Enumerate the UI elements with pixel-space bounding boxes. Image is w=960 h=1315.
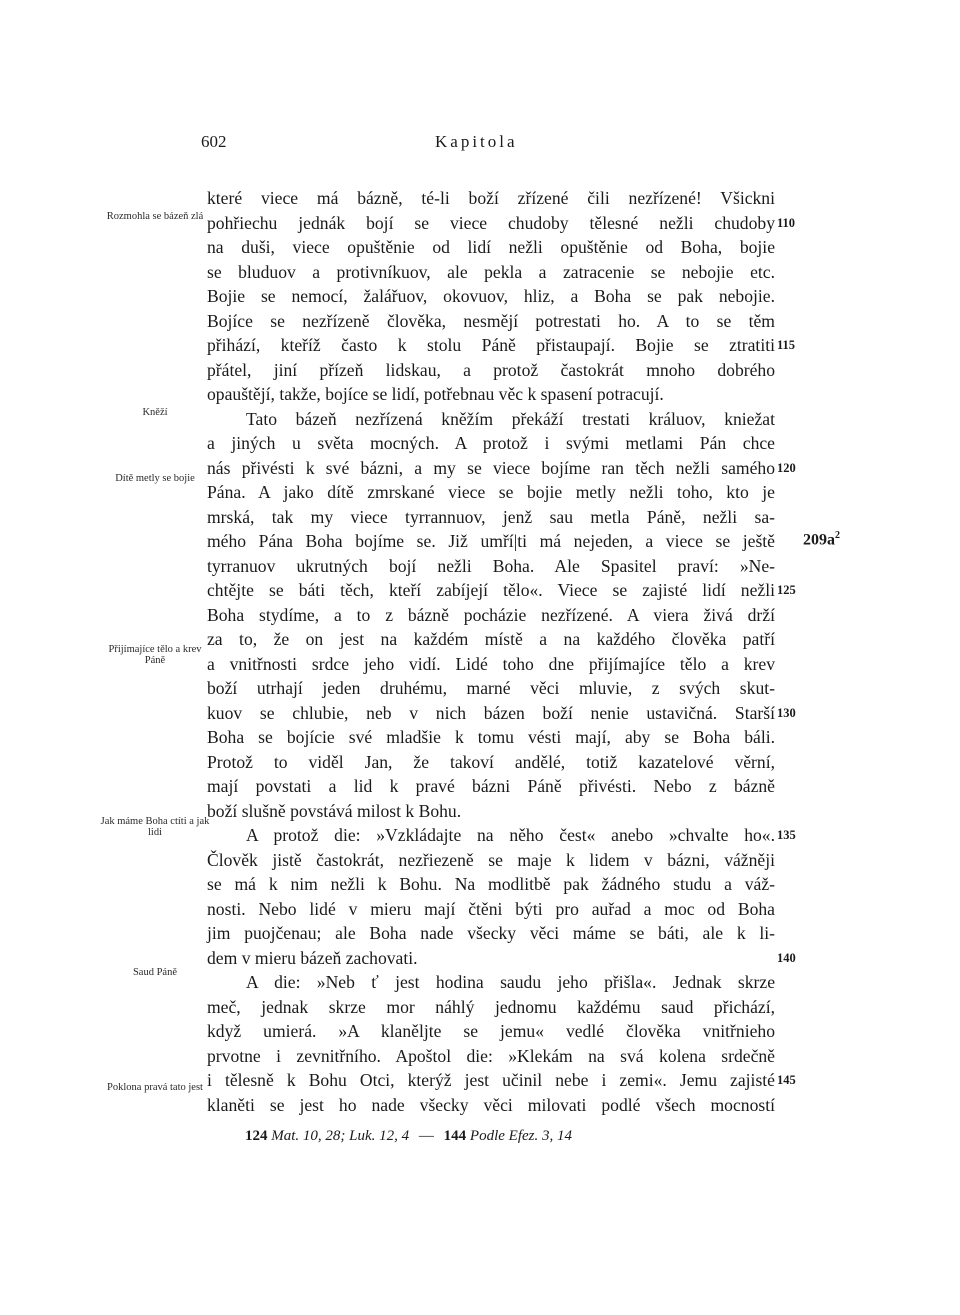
- footnotes: [245, 1128, 572, 1145]
- line-number: 135: [777, 828, 796, 842]
- text-line: i tělesně k Bohu Otci, kterýž jest učinil nebe i zemi«. Jemu zajisté: [207, 1070, 775, 1090]
- footnote-separator: —: [418, 1128, 434, 1144]
- margin-note: Saud Páně: [132, 967, 178, 978]
- page-header: [0, 132, 960, 156]
- text-line: A die: »Neb ť jest hodina saudu jeho přišla«. Jednak skrze: [246, 972, 775, 992]
- text-line: Bojie se nemocí, žalářuov, okovuov, hliz, a Boha se pak nebojie.: [207, 286, 775, 306]
- text-line: mého Pána Boha bojíme se. Již umří|ti má nejeden, a viece se ještě: [207, 531, 775, 551]
- footnote-reference: Podle Efez. 3, 14: [469, 1128, 572, 1144]
- text-line: chtějte se báti těch, kteří zabíjejí tělo«. Viece se zajisté lidí nežli: [207, 580, 775, 600]
- text-line: tyrranuov ukrutných bojí nežli Boha. Ale Spasitel praví: »Ne-: [207, 555, 775, 576]
- text-line: opauštějí, takže, bojíce se lidí, potřebnau věc k spasení potracují.: [207, 384, 664, 404]
- line-number: 115: [777, 338, 796, 352]
- text-line: mrská, tak my viece tyrrannuov, jenž sau metla Páně, nežli sa-: [207, 506, 775, 527]
- text-line: pohřiechu jednák bojí se viece chudoby tělesné nežli chudoby: [207, 212, 775, 233]
- text-line: boží slušně povstává milost k Bohu.: [207, 800, 462, 821]
- text-line: klaněti se jest ho nade všecky věci milovati podlé všech mocností: [207, 1094, 775, 1115]
- text-line: dem v mieru bázeň zachovati.: [207, 947, 418, 968]
- margin-note: Jak máme Boha ctíti a jak lidi: [100, 816, 210, 838]
- text-line: mají povstati a lid k pravé bázni Páně přivésti. Nebo z bázně: [207, 776, 775, 796]
- text-line: prvotne i zevnitřního. Apoštol die: »Klekám na svá kolena srdečně: [207, 1045, 775, 1066]
- text-line: jim puojčenau; ale Boha nade všecky věci máme se báti, ale k li-: [207, 923, 775, 943]
- text-line: Tato bázeň nezřízená kněžím překáží trestati králuov, kniežat: [246, 408, 775, 429]
- margin-note: Dítě metly se bojie: [115, 473, 195, 484]
- running-head: Kapitola: [435, 132, 518, 151]
- margin-note: Rozmohla se bázeň zlá: [106, 211, 204, 222]
- text-line: Boha stydíme, a to z bázně pocházie nezřízené. A viera živá drží: [207, 604, 775, 625]
- text-line: na duši, viece opuštěnie od lidí nežli opuštěnie od Boha, bojie: [207, 237, 775, 257]
- line-number: 125: [777, 583, 796, 597]
- text-line: za to, že on jest na každém místě a na každého člověka patří: [207, 629, 775, 649]
- margin-note: Kněží: [142, 407, 168, 418]
- line-number: 110: [777, 215, 796, 230]
- text-line: se má k nim nežli k Bohu. Na modlitbě pak žádného studu a váž-: [207, 874, 775, 894]
- page-number: 602: [201, 132, 227, 151]
- text-line: Člověk jistě častokrát, nezřiezeně se maje k lidem v bázni, vážněji: [207, 849, 775, 870]
- line-number: 140: [777, 950, 796, 965]
- footnote-number: 124: [245, 1128, 268, 1144]
- text-line: Protož to viděl Jan, že takoví andělé, totiž kazatelové věrní,: [207, 751, 775, 772]
- text-line: které viece má bázně, té-li boží zřízené čili nezřízené! Všickni: [207, 188, 775, 208]
- folio-marker: [803, 530, 840, 549]
- text-line: Bojíce se nezřízeně člověka, nesmějí potrestati ho. A to se těm: [207, 310, 775, 331]
- text-line: a jiných u světa mocných. A protož i svými metlami Pán chce: [207, 433, 775, 453]
- text-line: když umierá. »A klaněljte se jemu« vedlé člověka vnitřnieho: [207, 1021, 775, 1041]
- text-line: nosti. Nebo lidé v mieru mají čtěni býti pro auřad a moc od Boha: [207, 898, 775, 919]
- line-number: 120: [777, 460, 796, 475]
- folio-label: 209a: [803, 531, 835, 549]
- text-line: kuov se chlubie, neb v nich bázen boží nenie ustavičná. Starší: [207, 702, 775, 723]
- text-line: boží utrhají jeden druhému, marné věci mluvie, z svých skut-: [207, 678, 775, 698]
- text-line: nás přivésti k své bázni, a my se viece bojíme ran těch nežli samého: [207, 457, 775, 478]
- margin-note: Přijímajíce tělo a krev Páně: [108, 644, 202, 666]
- footnote-number: 144: [443, 1128, 467, 1144]
- text-line: přátel, jiní přízeň lidskau, a protož častokrát mnoho dobrého: [207, 359, 775, 380]
- text-line: Pána. A jako dítě zmrskané viece se bojie metly nežli toho, kto je: [207, 482, 775, 502]
- text-line: a vnitřnosti srdce jeho vidí. Lidé toho dne přijímajíce tělo a krev: [207, 653, 775, 674]
- line-number: 145: [777, 1073, 796, 1087]
- line-number: 130: [777, 705, 796, 720]
- text-line: meč, jednak skrze mor náhlý jednomu každému saud přichází,: [207, 996, 775, 1017]
- folio-superscript: 2: [835, 530, 840, 541]
- text-line: přihází, kteříž často k stolu Páně přistaupají. Bojie se ztratiti: [207, 335, 775, 355]
- footnote-reference: Mat. 10, 28; Luk. 12, 4: [271, 1128, 410, 1144]
- text-line: se bluduov a protivníkuov, ale pekla a zatracenie se nebojie etc.: [207, 261, 775, 282]
- margin-note: Poklona pravá tato jest: [107, 1082, 203, 1093]
- text-line: A protož die: »Vzkládajte na něho čest« anebo »chvalte ho«.: [246, 825, 775, 845]
- text-line: Boha se bojície své mladšie k tomu vésti mají, aby se Boha báli.: [207, 727, 775, 747]
